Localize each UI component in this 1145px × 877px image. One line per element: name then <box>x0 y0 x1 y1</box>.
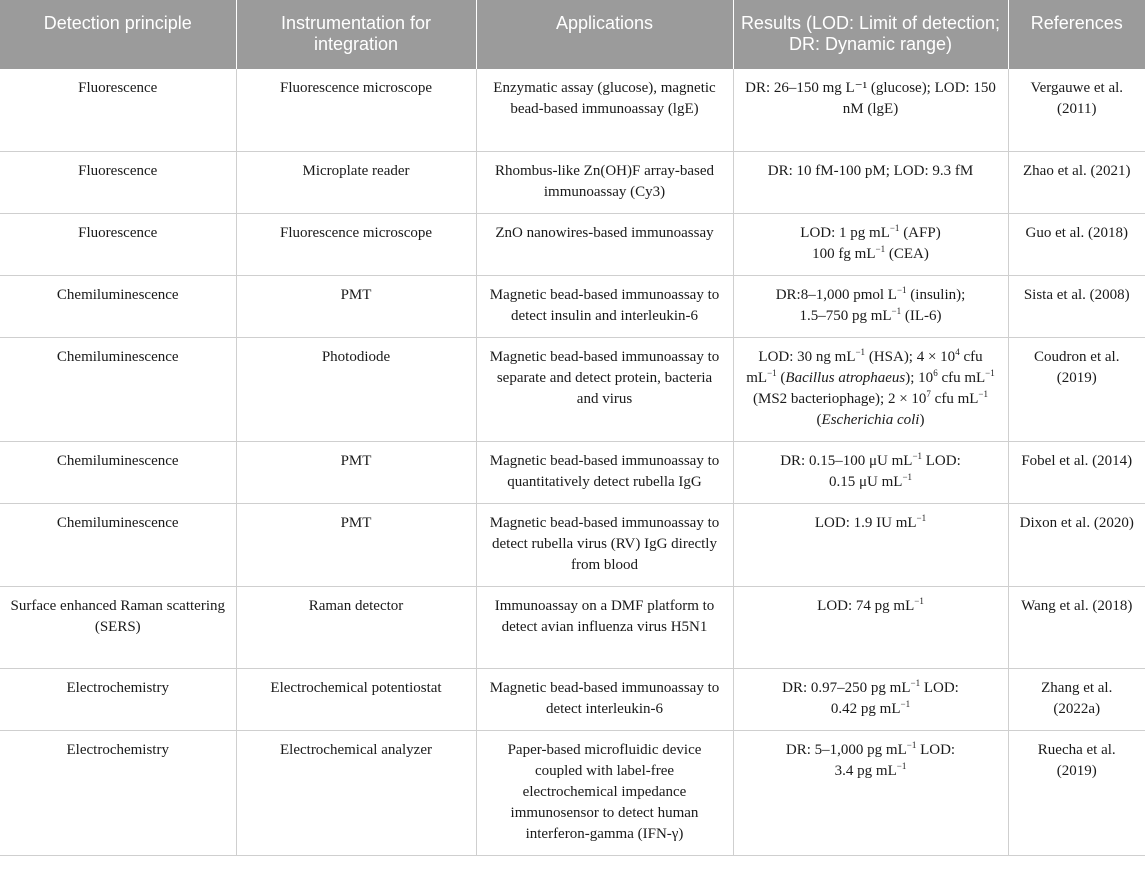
cell-principle: Chemiluminescence <box>0 275 236 337</box>
header-instrumentation: Instrumentation for integration <box>236 0 476 69</box>
header-row <box>0 0 1145 69</box>
cell-instrument: PMT <box>236 441 476 503</box>
cell-reference: Coudron et al. (2019) <box>1008 337 1145 441</box>
table-row <box>0 441 1145 503</box>
cell-reference: Dixon et al. (2020) <box>1008 503 1145 586</box>
cell-principle: Electrochemistry <box>0 730 236 855</box>
cell-result: DR: 0.15–100 μU $mL^{-1}$ LOD: 0.15 μU $mL^{-1}$ <box>733 441 1008 503</box>
cell-reference: Zhao et al. (2021) <box>1008 151 1145 213</box>
header-references: References <box>1008 0 1145 69</box>
cell-result: LOD: 30 ng $mL^{-1}$ (HSA); $4 \times 10^4$ cfu $mL^{-1}$ (Bacillus atrophaeus); $10^6$ cfu $mL^{-1}$ (MS2 bacteriophage); $2 \times 10^7$ cfu $mL^{-1}$ (Escherichia coli) <box>733 337 1008 441</box>
cell-principle: Electrochemistry <box>0 668 236 730</box>
cell-instrument: PMT <box>236 275 476 337</box>
cell-reference: Fobel et al. (2014) <box>1008 441 1145 503</box>
table-row <box>0 275 1145 337</box>
cell-instrument: Electrochemical analyzer <box>236 730 476 855</box>
cell-principle: Chemiluminescence <box>0 441 236 503</box>
cell-instrument: Photodiode <box>236 337 476 441</box>
cell-result: DR: 10 fM-100 pM; LOD: 9.3 fM <box>733 151 1008 213</box>
cell-instrument: Microplate reader <box>236 151 476 213</box>
cell-application: Magnetic bead-based immunoassay to separate and detect protein, bacteria and virus <box>476 337 733 441</box>
cell-reference: Sista et al. (2008) <box>1008 275 1145 337</box>
table-row <box>0 730 1145 855</box>
table-row <box>0 69 1145 151</box>
cell-result: DR:8–1,000 pmol $L^{-1}$ (insulin); 1.5–750 pg $mL^{-1}$ (IL-6) <box>733 275 1008 337</box>
cell-application: ZnO nanowires-based immunoassay <box>476 213 733 275</box>
cell-application: Enzymatic assay (glucose), magnetic bead-based immunoassay (lgE) <box>476 69 733 151</box>
table-row <box>0 213 1145 275</box>
cell-application: Magnetic bead-based immunoassay to detect insulin and interleukin-6 <box>476 275 733 337</box>
cell-result: DR: 26–150 mg L⁻¹ (glucose); LOD: 150 nM (lgE) <box>733 69 1008 151</box>
cell-result: LOD: 1 pg $mL^{-1}$ (AFP) 100 fg $mL^{-1}$ (CEA) <box>733 213 1008 275</box>
header-applications: Applications <box>476 0 733 69</box>
cell-instrument: Raman detector <box>236 586 476 668</box>
table-row <box>0 337 1145 441</box>
cell-application: Immunoassay on a DMF platform to detect avian influenza virus H5N1 <box>476 586 733 668</box>
table-row <box>0 668 1145 730</box>
cell-reference: Guo et al. (2018) <box>1008 213 1145 275</box>
header-detection-principle: Detection principle <box>0 0 236 69</box>
cell-principle: Fluorescence <box>0 151 236 213</box>
cell-instrument: Fluorescence microscope <box>236 69 476 151</box>
cell-instrument: PMT <box>236 503 476 586</box>
cell-instrument: Fluorescence microscope <box>236 213 476 275</box>
table-row <box>0 151 1145 213</box>
cell-application: Magnetic bead-based immunoassay to detect rubella virus (RV) IgG directly from blood <box>476 503 733 586</box>
cell-principle: Chemiluminescence <box>0 337 236 441</box>
cell-principle: Chemiluminescence <box>0 503 236 586</box>
cell-principle: Surface enhanced Raman scattering (SERS) <box>0 586 236 668</box>
cell-application: Magnetic bead-based immunoassay to detect interleukin-6 <box>476 668 733 730</box>
header-results: Results (LOD: Limit of detection; DR: Dynamic range) <box>733 0 1008 69</box>
cell-reference: Wang et al. (2018) <box>1008 586 1145 668</box>
cell-instrument: Electrochemical potentiostat <box>236 668 476 730</box>
table-row <box>0 503 1145 586</box>
cell-result: DR: 0.97–250 pg $mL^{-1}$ LOD: 0.42 pg $mL^{-1}$ <box>733 668 1008 730</box>
table-header <box>0 0 1145 69</box>
cell-principle: Fluorescence <box>0 69 236 151</box>
table-body <box>0 69 1145 855</box>
cell-application: Rhombus-like Zn(OH)F array-based immunoassay (Cy3) <box>476 151 733 213</box>
cell-result: LOD: 74 pg $mL^{-1}$ <box>733 586 1008 668</box>
cell-reference: Zhang et al. (2022a) <box>1008 668 1145 730</box>
cell-result: LOD: 1.9 IU $mL^{-1}$ <box>733 503 1008 586</box>
table-row <box>0 586 1145 668</box>
cell-reference: Vergauwe et al. (2011) <box>1008 69 1145 151</box>
cell-application: Paper-based microfluidic device coupled with label-free electrochemical impedance immunosensor to detect human interferon-gamma (IFN-γ) <box>476 730 733 855</box>
cell-reference: Ruecha et al. (2019) <box>1008 730 1145 855</box>
cell-application: Magnetic bead-based immunoassay to quantitatively detect rubella IgG <box>476 441 733 503</box>
cell-result: DR: 5–1,000 pg $mL^{-1}$ LOD: 3.4 pg $mL^{-1}$ <box>733 730 1008 855</box>
cell-principle: Fluorescence <box>0 213 236 275</box>
